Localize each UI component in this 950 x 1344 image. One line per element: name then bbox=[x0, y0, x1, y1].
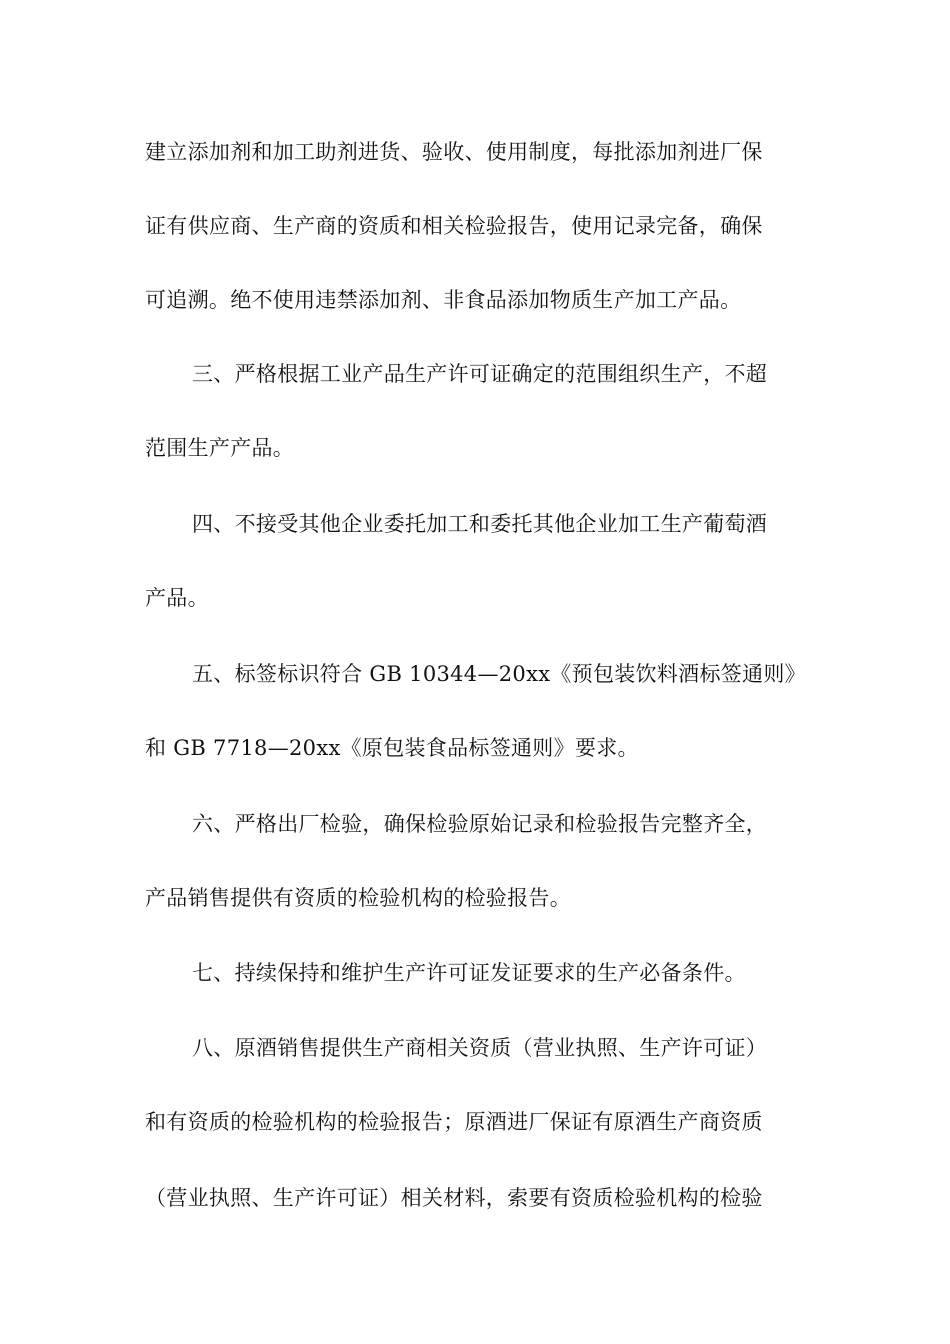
paragraph-line: 产品销售提供有资质的检验机构的检验报告。 bbox=[145, 886, 571, 910]
paragraph-line: 和 GB 7718—20xx《原包装食品标签通则》要求。 bbox=[145, 736, 639, 760]
paragraph-line: 建立添加剂和加工助剂进货、验收、使用制度，每批添加剂进厂保 bbox=[145, 140, 763, 164]
paragraph-line: 五、标签标识符合 GB 10344—20xx《预包装饮料酒标签通则》 bbox=[192, 662, 806, 686]
paragraph-line: 可追溯。绝不使用违禁添加剂、非食品添加物质生产加工产品。 bbox=[145, 288, 742, 312]
paragraph-line: 六、严格出厂检验，确保检验原始记录和检验报告完整齐全， bbox=[192, 812, 768, 836]
paragraph-line: 七、持续保持和维护生产许可证发证要求的生产必备条件。 bbox=[192, 961, 746, 985]
paragraph-line: 范围生产产品。 bbox=[145, 436, 295, 460]
paragraph-line: 产品。 bbox=[145, 586, 209, 610]
paragraph-line: 三、严格根据工业产品生产许可证确定的范围组织生产，不超 bbox=[192, 362, 768, 386]
paragraph-line: 证有供应商、生产商的资质和相关检验报告，使用记录完备，确保 bbox=[145, 214, 763, 238]
paragraph-line: 八、原酒销售提供生产商相关资质（营业执照、生产许可证） bbox=[192, 1036, 768, 1060]
paragraph-line: （营业执照、生产许可证）相关材料，索要有资质检验机构的检验 bbox=[145, 1186, 763, 1210]
paragraph-line: 和有资质的检验机构的检验报告；原酒进厂保证有原酒生产商资质 bbox=[145, 1110, 763, 1134]
paragraph-line: 四、不接受其他企业委托加工和委托其他企业加工生产葡萄酒 bbox=[192, 512, 768, 536]
